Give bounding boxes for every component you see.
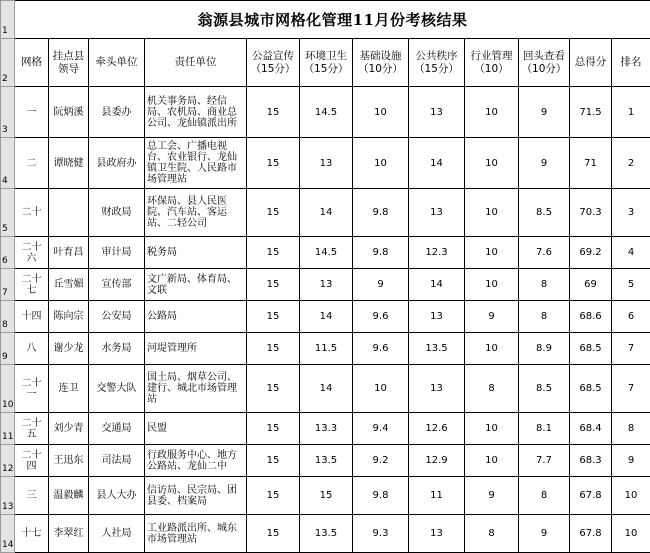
sanitation-score[interactable]: 14.5 <box>300 87 353 138</box>
row-number: 2 <box>1 39 15 87</box>
infrastructure-score[interactable]: 10 <box>353 365 409 413</box>
header-lead-unit[interactable]: 牵头单位 <box>89 39 145 87</box>
infrastructure-score[interactable]: 10 <box>353 87 409 138</box>
publicity-score[interactable]: 15 <box>247 365 300 413</box>
row-number: 4 <box>1 138 15 189</box>
lead-unit-cell[interactable]: 县人大办 <box>89 477 145 515</box>
total-score[interactable]: 67.8 <box>570 515 612 553</box>
header-leader[interactable]: 挂点县领导 <box>49 39 89 87</box>
header-publicity[interactable]: 公益宣传（15分） <box>247 39 300 87</box>
review-score[interactable]: 9 <box>519 138 570 189</box>
lead-unit-cell[interactable]: 县政府办 <box>89 138 145 189</box>
row-number: 12 <box>1 445 15 477</box>
header-review[interactable]: 回头查看（10分） <box>519 39 570 87</box>
infrastructure-score[interactable]: 9.8 <box>353 237 409 269</box>
public-order-score[interactable]: 13 <box>409 87 465 138</box>
table-row <box>1 413 650 445</box>
sheet-title[interactable]: 翁源县城市网格化管理11月份考核结果 <box>15 1 650 39</box>
leader-cell[interactable]: 陈向宗 <box>49 301 89 333</box>
grid-cell[interactable]: 八 <box>15 333 49 365</box>
header-sanitation[interactable]: 环境卫生（15分） <box>300 39 353 87</box>
header-public-order[interactable]: 公共秩序（15分） <box>409 39 465 87</box>
resp-units-cell[interactable]: 文广新局、体育局、文联 <box>145 269 247 301</box>
total-score[interactable]: 68.4 <box>570 413 612 445</box>
publicity-score[interactable]: 15 <box>247 333 300 365</box>
rank-cell[interactable]: 10 <box>612 515 650 553</box>
resp-units-cell[interactable]: 公路局 <box>145 301 247 333</box>
table-row <box>1 301 650 333</box>
total-score[interactable]: 68.5 <box>570 333 612 365</box>
grid-cell[interactable]: 二十七 <box>15 269 49 301</box>
review-score[interactable]: 8 <box>519 301 570 333</box>
publicity-score[interactable]: 15 <box>247 445 300 477</box>
lead-unit-cell[interactable]: 人社局 <box>89 515 145 553</box>
lead-unit-cell[interactable]: 交通局 <box>89 413 145 445</box>
table-row <box>1 515 650 553</box>
public-order-score[interactable]: 13 <box>409 365 465 413</box>
leader-cell[interactable]: 谢少龙 <box>49 333 89 365</box>
publicity-score[interactable]: 15 <box>247 138 300 189</box>
infrastructure-score[interactable]: 9 <box>353 269 409 301</box>
leader-cell[interactable]: 阮炳溪 <box>49 87 89 138</box>
industry-mgmt-score[interactable]: 10 <box>465 445 519 477</box>
lead-unit-cell[interactable]: 公安局 <box>89 301 145 333</box>
row-number: 8 <box>1 301 15 333</box>
rank-cell[interactable]: 2 <box>612 138 650 189</box>
sanitation-score[interactable]: 13 <box>300 269 353 301</box>
publicity-score[interactable]: 15 <box>247 477 300 515</box>
industry-mgmt-score[interactable]: 10 <box>465 269 519 301</box>
public-order-score[interactable]: 12.3 <box>409 237 465 269</box>
row-number: 6 <box>1 237 15 269</box>
header-infrastructure[interactable]: 基础设施（10分） <box>353 39 409 87</box>
review-score[interactable]: 8.5 <box>519 189 570 237</box>
public-order-score[interactable]: 13 <box>409 301 465 333</box>
grid-cell[interactable]: 一 <box>15 87 49 138</box>
row-number: 14 <box>1 515 15 553</box>
header-industry-mgmt[interactable]: 行业管理（10） <box>465 39 519 87</box>
grid-cell[interactable]: 二十 <box>15 189 49 237</box>
total-score[interactable]: 69.2 <box>570 237 612 269</box>
leader-cell[interactable]: 李翠红 <box>49 515 89 553</box>
header-grid[interactable]: 网格 <box>15 39 49 87</box>
rank-cell[interactable]: 7 <box>612 333 650 365</box>
resp-units-cell[interactable]: 环保局、县人民医院、汽车站、客运站、二轻公司 <box>145 189 247 237</box>
sanitation-score[interactable]: 11.5 <box>300 333 353 365</box>
publicity-score[interactable]: 15 <box>247 269 300 301</box>
public-order-score[interactable]: 13 <box>409 515 465 553</box>
table-row <box>1 269 650 301</box>
industry-mgmt-score[interactable]: 8 <box>465 365 519 413</box>
table-row <box>1 189 650 237</box>
sanitation-score[interactable]: 13.5 <box>300 445 353 477</box>
row-number: 11 <box>1 413 15 445</box>
resp-units-cell[interactable]: 河堤管理所 <box>145 333 247 365</box>
resp-units-cell[interactable]: 民盟 <box>145 413 247 445</box>
row-number: 1 <box>1 1 15 39</box>
sanitation-score[interactable]: 15 <box>300 477 353 515</box>
lead-unit-cell[interactable]: 财政局 <box>89 189 145 237</box>
title-row <box>1 1 650 39</box>
public-order-score[interactable]: 11 <box>409 477 465 515</box>
rank-cell[interactable]: 7 <box>612 365 650 413</box>
table-row <box>1 87 650 138</box>
infrastructure-score[interactable]: 9.6 <box>353 333 409 365</box>
public-order-score[interactable]: 13.5 <box>409 333 465 365</box>
industry-mgmt-score[interactable]: 10 <box>465 189 519 237</box>
review-score[interactable]: 7.6 <box>519 237 570 269</box>
grid-cell[interactable]: 二十四 <box>15 445 49 477</box>
sanitation-score[interactable]: 13.3 <box>300 413 353 445</box>
grid-cell[interactable]: 十七 <box>15 515 49 553</box>
industry-mgmt-score[interactable]: 8 <box>465 515 519 553</box>
review-score[interactable]: 9 <box>519 87 570 138</box>
infrastructure-score[interactable]: 9.8 <box>353 189 409 237</box>
industry-mgmt-score[interactable]: 10 <box>465 413 519 445</box>
industry-mgmt-score[interactable]: 10 <box>465 237 519 269</box>
review-score[interactable]: 8.9 <box>519 333 570 365</box>
sanitation-score[interactable]: 14 <box>300 365 353 413</box>
infrastructure-score[interactable]: 10 <box>353 138 409 189</box>
review-score[interactable]: 9 <box>519 515 570 553</box>
total-score[interactable]: 68.3 <box>570 445 612 477</box>
public-order-score[interactable]: 12.9 <box>409 445 465 477</box>
header-resp-units[interactable]: 责任单位 <box>145 39 247 87</box>
total-score[interactable]: 68.5 <box>570 365 612 413</box>
infrastructure-score[interactable]: 9.6 <box>353 301 409 333</box>
infrastructure-score[interactable]: 9.3 <box>353 515 409 553</box>
publicity-score[interactable]: 15 <box>247 87 300 138</box>
row-number: 9 <box>1 333 15 365</box>
resp-units-cell[interactable]: 工业路派出所、城东市场管理站 <box>145 515 247 553</box>
industry-mgmt-score[interactable]: 10 <box>465 333 519 365</box>
leader-cell[interactable]: 谭晓健 <box>49 138 89 189</box>
rank-cell[interactable]: 1 <box>612 87 650 138</box>
rank-cell[interactable]: 4 <box>612 237 650 269</box>
row-number: 13 <box>1 477 15 515</box>
industry-mgmt-score[interactable]: 10 <box>465 138 519 189</box>
lead-unit-cell[interactable]: 县委办 <box>89 87 145 138</box>
resp-units-cell[interactable]: 国土局、烟草公司、建行、城北市场管理站 <box>145 365 247 413</box>
resp-units-cell[interactable]: 税务局 <box>145 237 247 269</box>
industry-mgmt-score[interactable]: 9 <box>465 477 519 515</box>
resp-units-cell[interactable]: 总工会、广播电视台、农业银行、龙仙镇卫生院、人民路市场管理站 <box>145 138 247 189</box>
grid-cell[interactable]: 二十一 <box>15 365 49 413</box>
row-number: 5 <box>1 189 15 237</box>
table-row <box>1 237 650 269</box>
leader-cell[interactable]: 刘少青 <box>49 413 89 445</box>
publicity-score[interactable]: 15 <box>247 301 300 333</box>
review-score[interactable]: 8.1 <box>519 413 570 445</box>
rank-cell[interactable]: 10 <box>612 477 650 515</box>
total-score[interactable]: 68.6 <box>570 301 612 333</box>
total-score[interactable]: 70.3 <box>570 189 612 237</box>
rank-cell[interactable]: 8 <box>612 413 650 445</box>
publicity-score[interactable]: 15 <box>247 413 300 445</box>
infrastructure-score[interactable]: 9.2 <box>353 445 409 477</box>
sanitation-score[interactable]: 14.5 <box>300 237 353 269</box>
sanitation-score[interactable]: 14 <box>300 189 353 237</box>
table-row <box>1 477 650 515</box>
public-order-score[interactable]: 14 <box>409 138 465 189</box>
rank-cell[interactable]: 3 <box>612 189 650 237</box>
rank-cell[interactable]: 5 <box>612 269 650 301</box>
rank-cell[interactable]: 6 <box>612 301 650 333</box>
resp-units-cell[interactable]: 信访局、民宗局、团县委、档案局 <box>145 477 247 515</box>
rank-cell[interactable]: 9 <box>612 445 650 477</box>
grid-cell[interactable]: 十四 <box>15 301 49 333</box>
review-score[interactable]: 8 <box>519 477 570 515</box>
sanitation-score[interactable]: 13.5 <box>300 515 353 553</box>
grid-cell[interactable]: 三 <box>15 477 49 515</box>
total-score[interactable]: 69 <box>570 269 612 301</box>
publicity-score[interactable]: 15 <box>247 189 300 237</box>
leader-cell[interactable] <box>49 189 89 237</box>
header-rank[interactable]: 排名 <box>612 39 650 87</box>
total-score[interactable]: 71.5 <box>570 87 612 138</box>
lead-unit-cell[interactable]: 宣传部 <box>89 269 145 301</box>
review-score[interactable]: 7.7 <box>519 445 570 477</box>
publicity-score[interactable]: 15 <box>247 515 300 553</box>
lead-unit-cell[interactable]: 水务局 <box>89 333 145 365</box>
header-total[interactable]: 总得分 <box>570 39 612 87</box>
lead-unit-cell[interactable]: 审计局 <box>89 237 145 269</box>
infrastructure-score[interactable]: 9.8 <box>353 477 409 515</box>
publicity-score[interactable]: 15 <box>247 237 300 269</box>
table-row <box>1 445 650 477</box>
sanitation-score[interactable]: 14 <box>300 301 353 333</box>
leader-cell[interactable]: 丘雪媚 <box>49 269 89 301</box>
total-score[interactable]: 67.8 <box>570 477 612 515</box>
review-score[interactable]: 8.5 <box>519 365 570 413</box>
public-order-score[interactable]: 13 <box>409 189 465 237</box>
row-number: 3 <box>1 87 15 138</box>
resp-units-cell[interactable]: 机关事务局、经信局、农机局、商业总公司、龙仙镇派出所 <box>145 87 247 138</box>
table-row <box>1 365 650 413</box>
public-order-score[interactable]: 12.6 <box>409 413 465 445</box>
grid-cell[interactable]: 二十五 <box>15 413 49 445</box>
review-score[interactable]: 8 <box>519 269 570 301</box>
industry-mgmt-score[interactable]: 9 <box>465 301 519 333</box>
resp-units-cell[interactable]: 行政服务中心、地方公路站、龙仙二中 <box>145 445 247 477</box>
row-number: 7 <box>1 269 15 301</box>
infrastructure-score[interactable]: 9.4 <box>353 413 409 445</box>
grid-cell[interactable]: 二十六 <box>15 237 49 269</box>
table-row <box>1 138 650 189</box>
leader-cell[interactable]: 叶育昌 <box>49 237 89 269</box>
table-row <box>1 333 650 365</box>
lead-unit-cell[interactable]: 司法局 <box>89 445 145 477</box>
sanitation-score[interactable]: 13 <box>300 138 353 189</box>
leader-cell[interactable]: 连卫 <box>49 365 89 413</box>
leader-cell[interactable]: 温毅麟 <box>49 477 89 515</box>
grid-cell[interactable]: 二 <box>15 138 49 189</box>
row-number: 10 <box>1 365 15 413</box>
total-score[interactable]: 71 <box>570 138 612 189</box>
industry-mgmt-score[interactable]: 10 <box>465 87 519 138</box>
public-order-score[interactable]: 14 <box>409 269 465 301</box>
lead-unit-cell[interactable]: 交警大队 <box>89 365 145 413</box>
header-row <box>1 39 650 87</box>
leader-cell[interactable]: 王迅东 <box>49 445 89 477</box>
